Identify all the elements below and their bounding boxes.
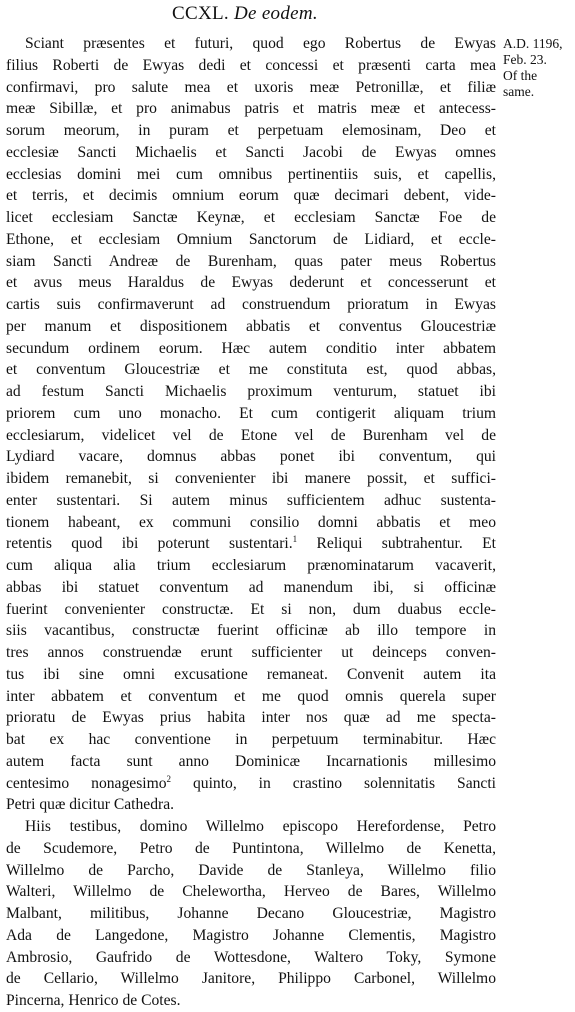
text-line: Sciant præsentes et futuri, quod ego Robertus de Ewyas — [25, 35, 496, 52]
text-line: ibidem remanebit, si convenienter ibi manere possit, et suffici- — [6, 470, 496, 487]
text-line: Malbant, militibus, Johanne Decano Gloucestriæ, Magistro — [6, 905, 496, 922]
text-line: cum aliqua alia trium ecclesiarum prænominatarum vacaverit, — [6, 557, 496, 574]
text-line: enter sustentari. Si autem minus sufficientem adhuc sustenta- — [6, 491, 496, 509]
text-line: Willelmo de Parcho, Davide de Stanleya, Willelmo filio — [6, 861, 496, 879]
margin-note-same: same. — [503, 84, 535, 99]
margin-date-day: Feb. 23. — [503, 52, 547, 67]
text-line: Ambrosio, Gaufrido de Wottesdone, Waltero Toky, Symone — [6, 948, 496, 966]
text-segment: retentis quod ibi poterunt sustentari. — [6, 535, 293, 553]
text-line: prioratu de Ewyas prius habita inter nos quæ ad me specta- — [6, 709, 496, 727]
text-line: tres annos construendæ erunt sufficienter ut deinceps conven- — [6, 644, 496, 661]
text-line: filius Roberti de Ewyas dedi et concessi et præsenti carta mea — [6, 56, 496, 74]
text-line: Lydiard vacare, domnus abbas ponet ibi conventum, qui — [6, 448, 496, 466]
text-line: tus ibi sine omni excusatione remaneat. Convenit autem ita — [6, 665, 496, 683]
text-line: Ethone, et ecclesiam Omnium Sanctorum de Lidiard, et eccle- — [6, 230, 496, 248]
text-line: bat ex hac conventione in perpetuum terminabitur. Hæc — [6, 731, 496, 748]
footnote-ref-2: 2 — [166, 773, 172, 784]
text-line: et conventum Gloucestriæ et me constituta est, quod abbas, — [6, 361, 496, 379]
page-title — [0, 3, 490, 25]
text-line: Walteri, Willelmo de Chelewortha, Herveo de Bares, Willelmo — [6, 883, 496, 901]
charter-subtitle: De eodem. — [234, 3, 318, 24]
margin-date-year: A.D. 1196, — [503, 36, 563, 51]
text-line: de Cellario, Willelmo Janitore, Philippo Carbonel, Willelmo — [6, 970, 496, 988]
text-line: ad festum Sancti Michaelis proximum venturum, statuet ibi — [6, 383, 496, 400]
text-line: siam Sancti Andreæ de Burenham, quas pater meus Robertus — [6, 252, 496, 270]
text-line: cartis suis confirmaverunt ad construendum prioratum in Ewyas — [6, 296, 496, 313]
text-line: Pincerna, Henrico de Cotes. — [6, 992, 181, 1009]
text-line: autem facta sunt anno Dominicæ Incarnationis millesimo — [6, 752, 496, 770]
text-line: Hiis testibus, domino Willelmo episcopo Herefordense, Petro — [25, 818, 496, 835]
text-segment: quinto, in crastino solennitatis Sancti — [192, 774, 496, 792]
text-line-with-footnote — [6, 773, 496, 795]
text-line: meæ Sibillæ, et pro animabus patris et matris meæ et antecess- — [6, 100, 496, 118]
text-line: ecclesiæ Sancti Michaelis et Sancti Jacobi de Ewyas omnes — [6, 143, 496, 161]
margin-notes — [503, 36, 575, 100]
text-line: licet ecclesiam Sanctæ Keynæ, et ecclesiam Sanctæ Foe de — [6, 209, 496, 226]
margin-note-of-the: Of the — [503, 68, 538, 83]
text-line: ecclesias domini mei cum omnibus pertinentiis suis, et capellis, — [6, 165, 496, 183]
text-line: sorum meorum, in puram et perpetuam elemosinam, Deo et — [6, 122, 496, 139]
text-line: fuerint convenienter constructæ. Et si non, dum duabus eccle- — [6, 600, 496, 618]
text-line: et avus meus Haraldus de Ewyas dederunt et concesserunt et — [6, 274, 496, 292]
text-line: inter abbatem et conventum et me quod omnis querela super — [6, 687, 496, 705]
text-line: tionem habeant, ex communi consilio domni abbatis et meo — [6, 513, 496, 531]
text-line: Ada de Langedone, Magistro Johanne Clementis, Magistro — [6, 926, 496, 944]
text-line: per manum et dispositionem abbatis et conventus Gloucestriæ — [6, 317, 496, 335]
footnote-ref-1: 1 — [292, 534, 298, 545]
text-line: de Scudemore, Petro de Puntintona, Willelmo de Kenetta, — [6, 839, 496, 857]
text-segment: centesimo nonagesimo — [6, 774, 167, 792]
text-line: priorem cum uno monacho. Et cum contigerit aliquam trium — [6, 404, 496, 422]
text-line: siis vacantibus, constructæ fuerint officinæ ab illo tempore in — [6, 622, 496, 640]
text-line: confirmavi, pro salute mea et uxoris meæ Petronillæ, et filiæ — [6, 78, 496, 96]
text-line: et terris, et decimis omnium eorum quæ decimari debent, vide- — [6, 187, 496, 205]
text-line: secundum ordinem eorum. Hæc autem conditio inter abbatem — [6, 339, 496, 357]
text-line: abbas ibi statuet conventum ad manendum ibi, si officinæ — [6, 578, 496, 596]
text-segment: Reliqui subtrahentur. Et — [316, 535, 496, 553]
text-line-with-footnote — [6, 533, 496, 555]
charter-text — [6, 33, 496, 1012]
text-line: Petri quæ dicitur Cathedra. — [6, 796, 175, 814]
text-line: ecclesiarum, videlicet vel de Etone vel de Burenham vel de — [6, 426, 496, 444]
charter-number: CCXL. — [172, 3, 229, 24]
